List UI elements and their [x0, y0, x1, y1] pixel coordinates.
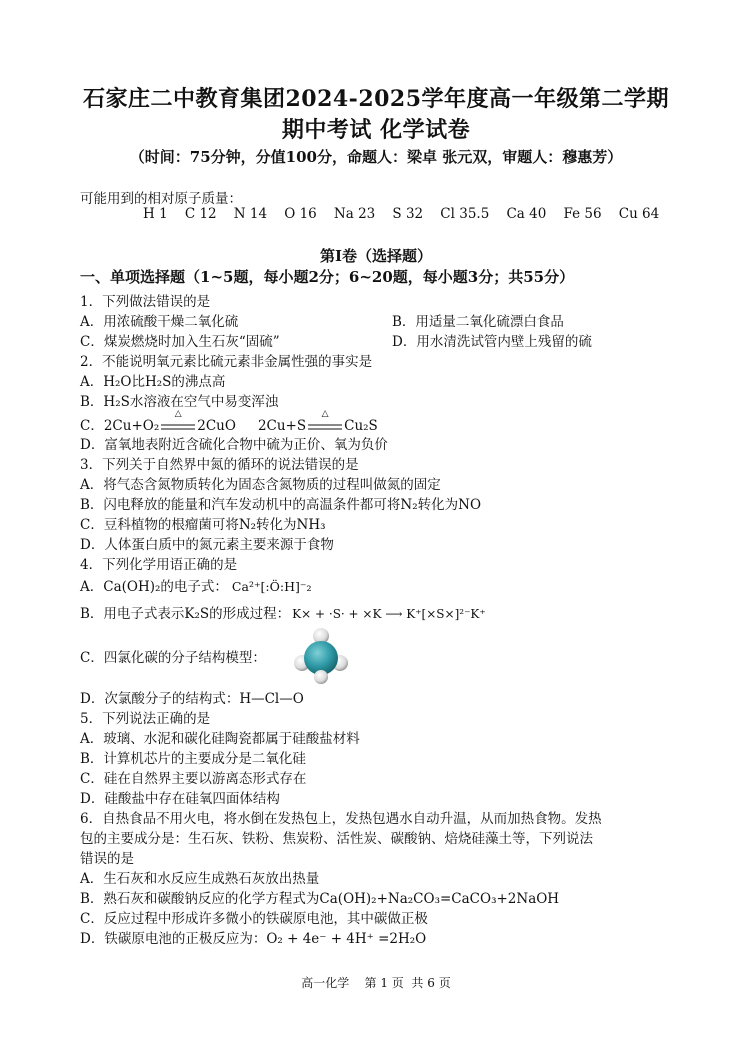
atomic-mass-values: H 1 C 12 N 14 O 16 Na 23 S 32 Cl 35.5 Ca 40 Fe 56 Cu 64 — [143, 206, 660, 222]
q5-option-b: B．计算机芯片的主要成分是二氧化硅 — [80, 751, 306, 767]
q2-option-c — [80, 409, 378, 434]
q4-option-a-formula: Ca²⁺[:Ö:H]⁻₂ — [231, 579, 312, 594]
q6-stem-line2: 包的主要成分是：生石灰、铁粉、焦炭粉、活性炭、碳酸钠、焙烧硅藻土等，下列说法 — [80, 831, 593, 847]
q2-option-d: D．富氧地表附近含硫化合物中硫为正价、氧为负价 — [80, 437, 388, 453]
q4-stem: 4．下列化学用语正确的是 — [80, 557, 238, 573]
q4-option-b-formula: K× + ·S· + ×K ⟶ K⁺[×S×]²⁻K⁺ — [292, 607, 486, 621]
exam-subtitle: （时间：75分钟，分值100分，命题人：梁卓 张元双，审题人：穆惠芳） — [129, 148, 623, 166]
q6-stem-line3: 错误的是 — [80, 851, 134, 867]
q6-option-a: A．生石灰和水反应生成熟石灰放出热量 — [80, 871, 320, 887]
atomic-mass-label: 可能用到的相对原子质量： — [80, 191, 242, 207]
q2-option-c-prefix: C． — [80, 418, 104, 434]
q6-option-d: D．铁碳原电池的正极反应为：O₂ + 4e⁻ + 4H⁺ =2H₂O — [80, 931, 427, 947]
heat-equals-sign-2 — [306, 409, 344, 434]
q1-option-a: A．用浓硫酸干燥二氧化硫 — [80, 314, 239, 330]
q6-stem-line1: 6．自热食品不用火电，将水倒在发热包上，发热包遇水自动升温，从而加热食物。发热 — [80, 811, 602, 827]
q2-option-b: B．H₂S水溶液在空气中易变浑浊 — [80, 394, 279, 410]
q4-option-a — [80, 575, 311, 595]
q3-option-a: A．将气态含氮物质转化为固态含氮物质的过程叫做氮的固定 — [80, 477, 441, 493]
heat-symbol-1: △ — [174, 409, 182, 419]
double-line-2 — [308, 423, 342, 431]
q3-option-b: B．闪电释放的能量和汽车发动机中的高温条件都可将N₂转化为NO — [80, 497, 482, 513]
q4-option-d: D．次氯酸分子的结构式：H—Cl—O — [80, 691, 304, 707]
q6-option-c: C．反应过程中形成许多微小的铁碳原电池，其中碳做正极 — [80, 911, 428, 927]
double-line-1 — [161, 423, 195, 431]
q5-stem: 5．下列说法正确的是 — [80, 711, 211, 727]
volume-heading: 第Ⅰ卷（选择题） — [319, 247, 433, 265]
exam-title-line2: 期中考试 化学试卷 — [281, 117, 471, 143]
heat-symbol-2: △ — [321, 409, 329, 419]
q2-option-a: A．H₂O比H₂S的沸点高 — [80, 374, 226, 390]
q4-option-a-text: A．Ca(OH)₂的电子式： — [80, 579, 228, 595]
q5-option-a: A．玻璃、水泥和碳化硅陶瓷都属于硅酸盐材料 — [80, 731, 360, 747]
q3-stem: 3．下列关于自然界中氮的循环的说法错误的是 — [80, 457, 359, 473]
q2-eq2-right: Cu₂S — [344, 418, 378, 434]
heat-equals-sign-1 — [159, 409, 197, 434]
q2-eq2-left: 2Cu+S — [257, 418, 307, 434]
ccl4-molecule-model-icon — [292, 627, 350, 685]
q5-option-c: C．硅在自然界主要以游离态形式存在 — [80, 771, 307, 787]
exam-title-line1: 石家庄二中教育集团2024-2025学年度高一年级第二学期 — [82, 86, 670, 112]
q1-stem: 1．下列做法错误的是 — [80, 294, 211, 310]
q1-option-d: D．用水清洗试管内壁上残留的硫 — [392, 334, 592, 350]
q3-option-d: D．人体蛋白质中的氮元素主要来源于食物 — [80, 537, 334, 553]
q5-option-d: D．硅酸盐中存在硅氧四面体结构 — [80, 791, 280, 807]
q4-option-b-text: B．用电子式表示K₂S的形成过程： — [80, 606, 291, 622]
q2-stem: 2．不能说明氧元素比硫元素非金属性强的事实是 — [80, 354, 373, 370]
q1-option-c: C．煤炭燃烧时加入生石灰“固硫” — [80, 334, 280, 350]
q2-eq1-right: 2CuO — [197, 418, 236, 434]
q4-option-b — [80, 602, 486, 622]
q6-option-b: B．熟石灰和碳酸钠反应的化学方程式为Ca(OH)₂+Na₂CO₃=CaCO₃+2NaOH — [80, 891, 560, 907]
section-heading: 一、单项选择题（1~5题，每小题2分；6~20题，每小题3分；共55分） — [80, 268, 575, 286]
q1-option-b: B．用适量二氧化硫漂白食品 — [392, 314, 564, 330]
page-footer: 高一化学 第 1 页 共 6 页 — [301, 976, 451, 990]
q4-option-c: C．四氯化碳的分子结构模型： — [80, 650, 266, 666]
q2-eq1-left: 2Cu+O₂ — [103, 418, 160, 434]
q3-option-c: C．豆科植物的根瘤菌可将N₂转化为NH₃ — [80, 517, 326, 533]
